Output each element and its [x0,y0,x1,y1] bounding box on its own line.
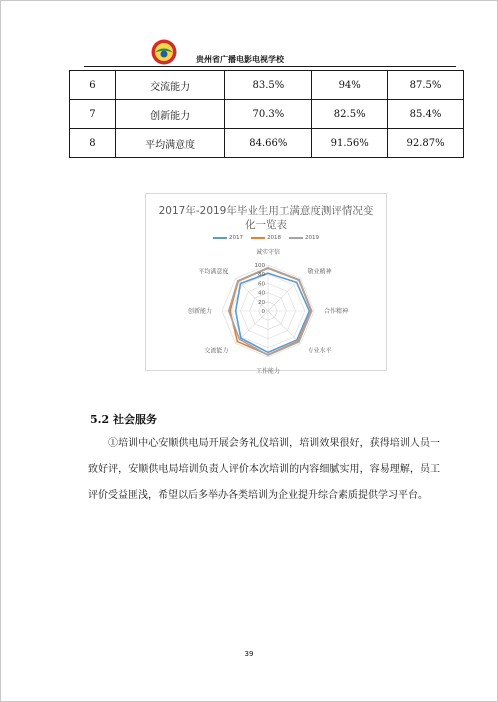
radar-chart [145,193,387,375]
category-label: 敬业精神 [307,268,332,276]
table-row [70,71,464,100]
satisfaction-table [69,70,464,158]
table-cell-no: 8 [70,129,116,158]
table-cell-v2017: 70.3% [225,100,312,129]
radial-tick-label: 0 [261,309,265,315]
section-paragraph-text: ①培训中心安顺供电局开展会务礼仪培训，培训效果很好，获得培训人员一致好评，安顺供电局培训负责人评价本次培训的内容细腻实用，容易理解，员工评价受益匪浅，希望以后多举办各类培训为企业提升综合素质提供学习平台。 [88,438,440,501]
table-cell-v2018: 91.56% [312,129,388,158]
category-label: 交流能力 [204,347,229,355]
radial-tick-label: 80 [258,272,265,279]
category-label: 专业水平 [307,347,332,355]
category-label: 创新能力 [187,308,212,315]
header-rule [84,66,456,67]
category-label: 工作能力 [255,368,281,375]
table-cell-no: 7 [70,100,116,129]
header-school-name: 贵州省广播电影电视学校 [196,55,284,64]
table-row [70,129,464,158]
table-cell-item: 平均满意度 [115,129,225,158]
chart-title-line-2: 化一览表 [245,219,287,231]
chart-title-line-1: 2017年-2019年毕业生用工满意度测评情况变 [158,205,374,217]
category-label: 平均满意度 [198,268,229,276]
radial-tick-label: 20 [258,299,265,306]
table-cell-v2019: 92.87% [388,129,464,158]
table-cell-v2019: 87.5% [388,71,464,100]
radial-tick-label: 40 [258,290,265,297]
radar-series-2019 [229,268,312,355]
legend-label: 2019 [305,235,319,241]
table-cell-v2017: 84.66% [225,129,312,158]
table-cell-v2018: 82.5% [312,100,388,129]
page-number: 39 [244,650,254,658]
legend-label: 2017 [229,235,243,241]
table-cell-v2019: 85.4% [388,100,464,129]
table-row [70,100,464,129]
category-label: 诚实守信 [255,249,281,256]
table-cell-v2018: 94% [312,71,388,100]
section-heading: 5.2 社会服务 [90,413,157,426]
table-cell-item: 交流能力 [115,71,225,100]
table-cell-v2017: 83.5% [225,71,312,100]
legend-label: 2018 [267,235,281,241]
section-paragraph [88,431,440,509]
radar-plot [146,194,386,375]
table-cell-no: 6 [70,71,116,100]
category-label: 合作精神 [324,308,349,315]
table-cell-item: 创新能力 [115,100,225,129]
school-logo-icon [150,38,178,66]
radial-tick-label: 100 [254,263,265,269]
radial-tick-label: 60 [258,281,265,288]
